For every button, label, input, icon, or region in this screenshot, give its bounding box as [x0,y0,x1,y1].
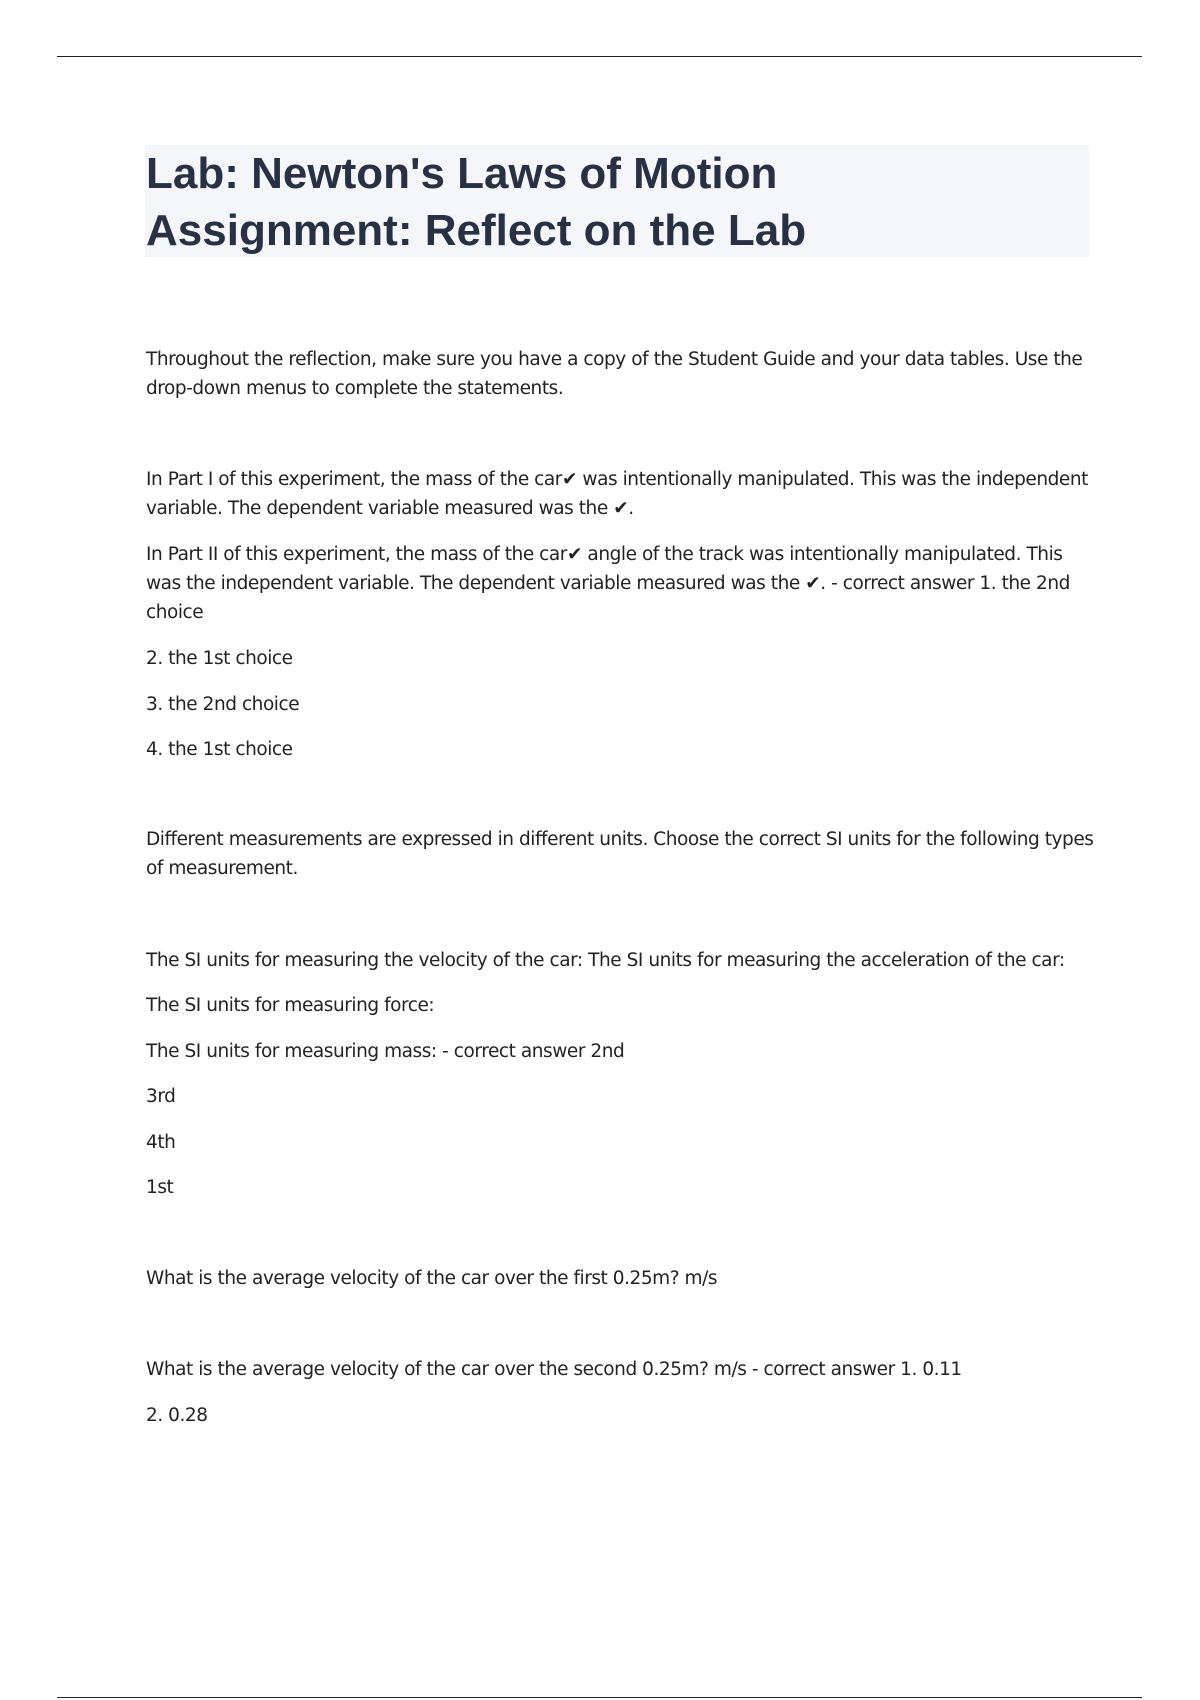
answer-item: 2. 0.28 [146,1405,208,1426]
question-part-1: In Part I of this experiment, the mass of the car✔ was intentionally manipulated. This was the independent variable. The dependent variable measured was the ✔. [146,469,1088,519]
question-si-mass: The SI units for measuring mass: - correct answer 2nd [146,1041,625,1062]
footer-rule [57,1697,1142,1698]
title-line-1: Lab: Newton's Laws of Motion [146,149,778,198]
title-line-2: Assignment: Reflect on the Lab [146,206,807,255]
question-velocity-second: What is the average velocity of the car over the second 0.25m? m/s - correct answer 1. 0.11 [146,1359,962,1380]
answer-item: 4th [146,1132,176,1153]
question-si-force: The SI units for measuring force: [146,995,435,1016]
intro-paragraph: Throughout the reflection, make sure you have a copy of the Student Guide and your data tables. Use the drop-down menus to complete the statements. [146,349,1083,399]
answer-item: 2. the 1st choice [146,648,293,669]
answer-item: 4. the 1st choice [146,739,293,760]
question-si-units: The SI units for measuring the velocity of the car: The SI units for measuring the acceleration of the car: [146,950,1065,971]
question-part-2: In Part II of this experiment, the mass of the car✔ angle of the track was intentionally manipulated. This was the independent variable. The dependent variable measured was the ✔. - correct answer 1. the 2nd choice [146,544,1070,623]
units-intro-paragraph: Different measurements are expressed in different units. Choose the correct SI units for the following types of measurement. [146,829,1094,879]
answer-item: 3rd [146,1086,176,1107]
question-velocity-first: What is the average velocity of the car over the first 0.25m? m/s [146,1268,718,1289]
answer-item: 3. the 2nd choice [146,694,300,715]
page-title [146,145,1086,259]
answer-item: 1st [146,1177,174,1198]
header-rule [57,56,1142,57]
